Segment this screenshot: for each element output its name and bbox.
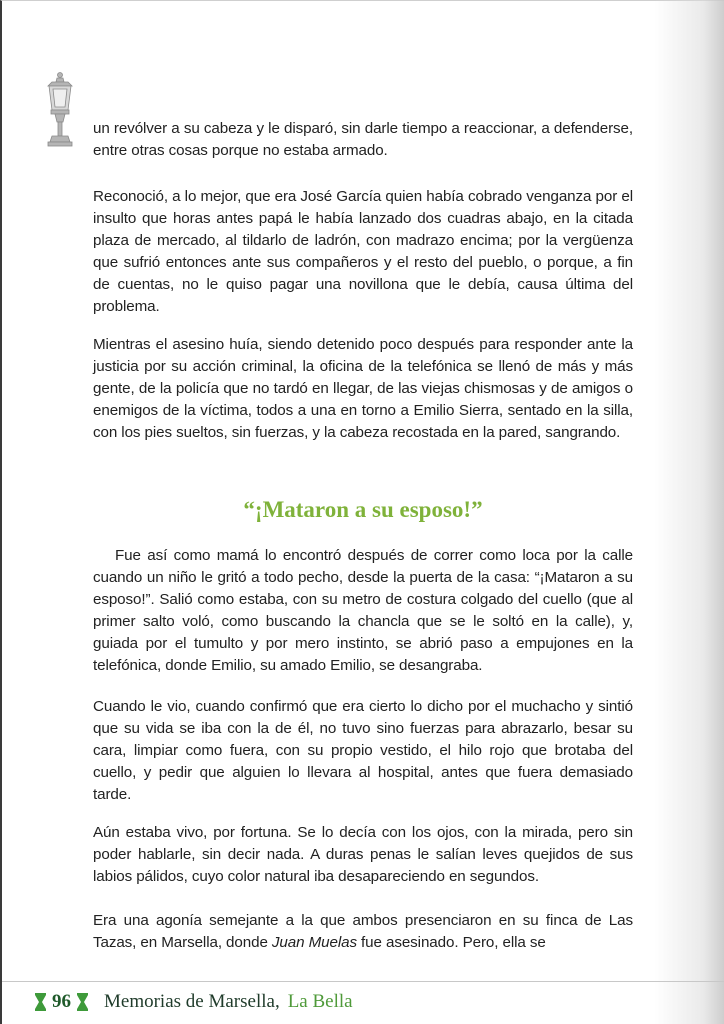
book-title: Memorias de Marsella, <box>104 991 280 1012</box>
section-heading: “¡Mataron a su esposo!” <box>243 497 483 522</box>
paragraph-6: Aún estaba vivo, por fortuna. Se lo decía con los ojos, con la mirada, pero sin poder hablarle, sin decir nada. A duras penas le salían leves quejidos de sus labios pálidos, cuyo color natural iba desapareciendo en segundos. <box>93 824 633 885</box>
page-number: 96 <box>52 991 71 1012</box>
footer-divider <box>2 981 724 982</box>
paragraph-4: Fue así como mamá lo encontró después de correr como loca por la calle cuando un niño le gritó a todo pecho, desde la puerta de la casa: “¡Mataron a su esposo!”. Salió como estaba, con su metro de costura colgado del cuello (que al primer salto voló, como buscando la chancla que se le soltó en la calle), y, guiada por el tumulto y por mero instinto, se abrió paso a empujones en la telefónica, donde Emilio, su amado Emilio, se desangraba. <box>93 547 633 674</box>
paragraph-2: Reconoció, a lo mejor, que era José García quien había cobrado venganza por el insulto que horas antes papá le había lanzado dos cuadras abajo, en la citada plaza de mercado, al tildarlo de ladrón, con madrazo encima; por la vergüenza que sufrió entonces ante sus compañeros y el resto del pueblo, o porque, a fin de cuentas, no le quiso pagar una novillona que le debía, causa última del problema. <box>93 188 633 315</box>
paragraph-7-italic: Juan Muelas <box>271 934 357 951</box>
page-footer <box>35 988 353 1016</box>
street-lamp-icon <box>40 72 80 154</box>
paragraph-7-start: Era una agonía semejante a la que ambos presenciaron en su finca de Las Tazas, en Marsella, donde <box>93 912 633 951</box>
paragraph-7 <box>93 910 633 954</box>
book-subtitle: La Bella <box>287 991 353 1012</box>
page-edge-shadow <box>654 0 724 1024</box>
hourglass-ornament-icon <box>77 993 88 1011</box>
hourglass-ornament-icon <box>35 993 46 1011</box>
paragraph-5: Cuando le vio, cuando confirmó que era cierto lo dicho por el muchacho y sintió que su vida se iba con la de él, no tuvo sino fuerzas para abrazarlo, besar su cara, limpiar como fuera, con su propio vestido, el hilo rojo que brotaba del cuello, y pedir que alguien lo llevara al hospital, antes que fuera demasiado tarde. <box>93 698 633 803</box>
paragraph-1: un revólver a su cabeza y le disparó, sin darle tiempo a reaccionar, a defenderse, entre otras cosas porque no estaba armado. <box>93 120 633 159</box>
paragraph-7-end: fue asesinado. Pero, ella se <box>356 934 546 951</box>
paragraph-3: Mientras el asesino huía, siendo detenido poco después para responder ante la justicia por su acción criminal, la oficina de la telefónica se llenó de más y más gente, de la policía que no tardó en llegar, de las viejas chismosas y de amigos o enemigos de la víctima, todos a una en torno a Emilio Sierra, sentado en la silla, con los pies sueltos, sin fuerzas, y la cabeza recostada en la pared, sangrando. <box>93 336 633 441</box>
